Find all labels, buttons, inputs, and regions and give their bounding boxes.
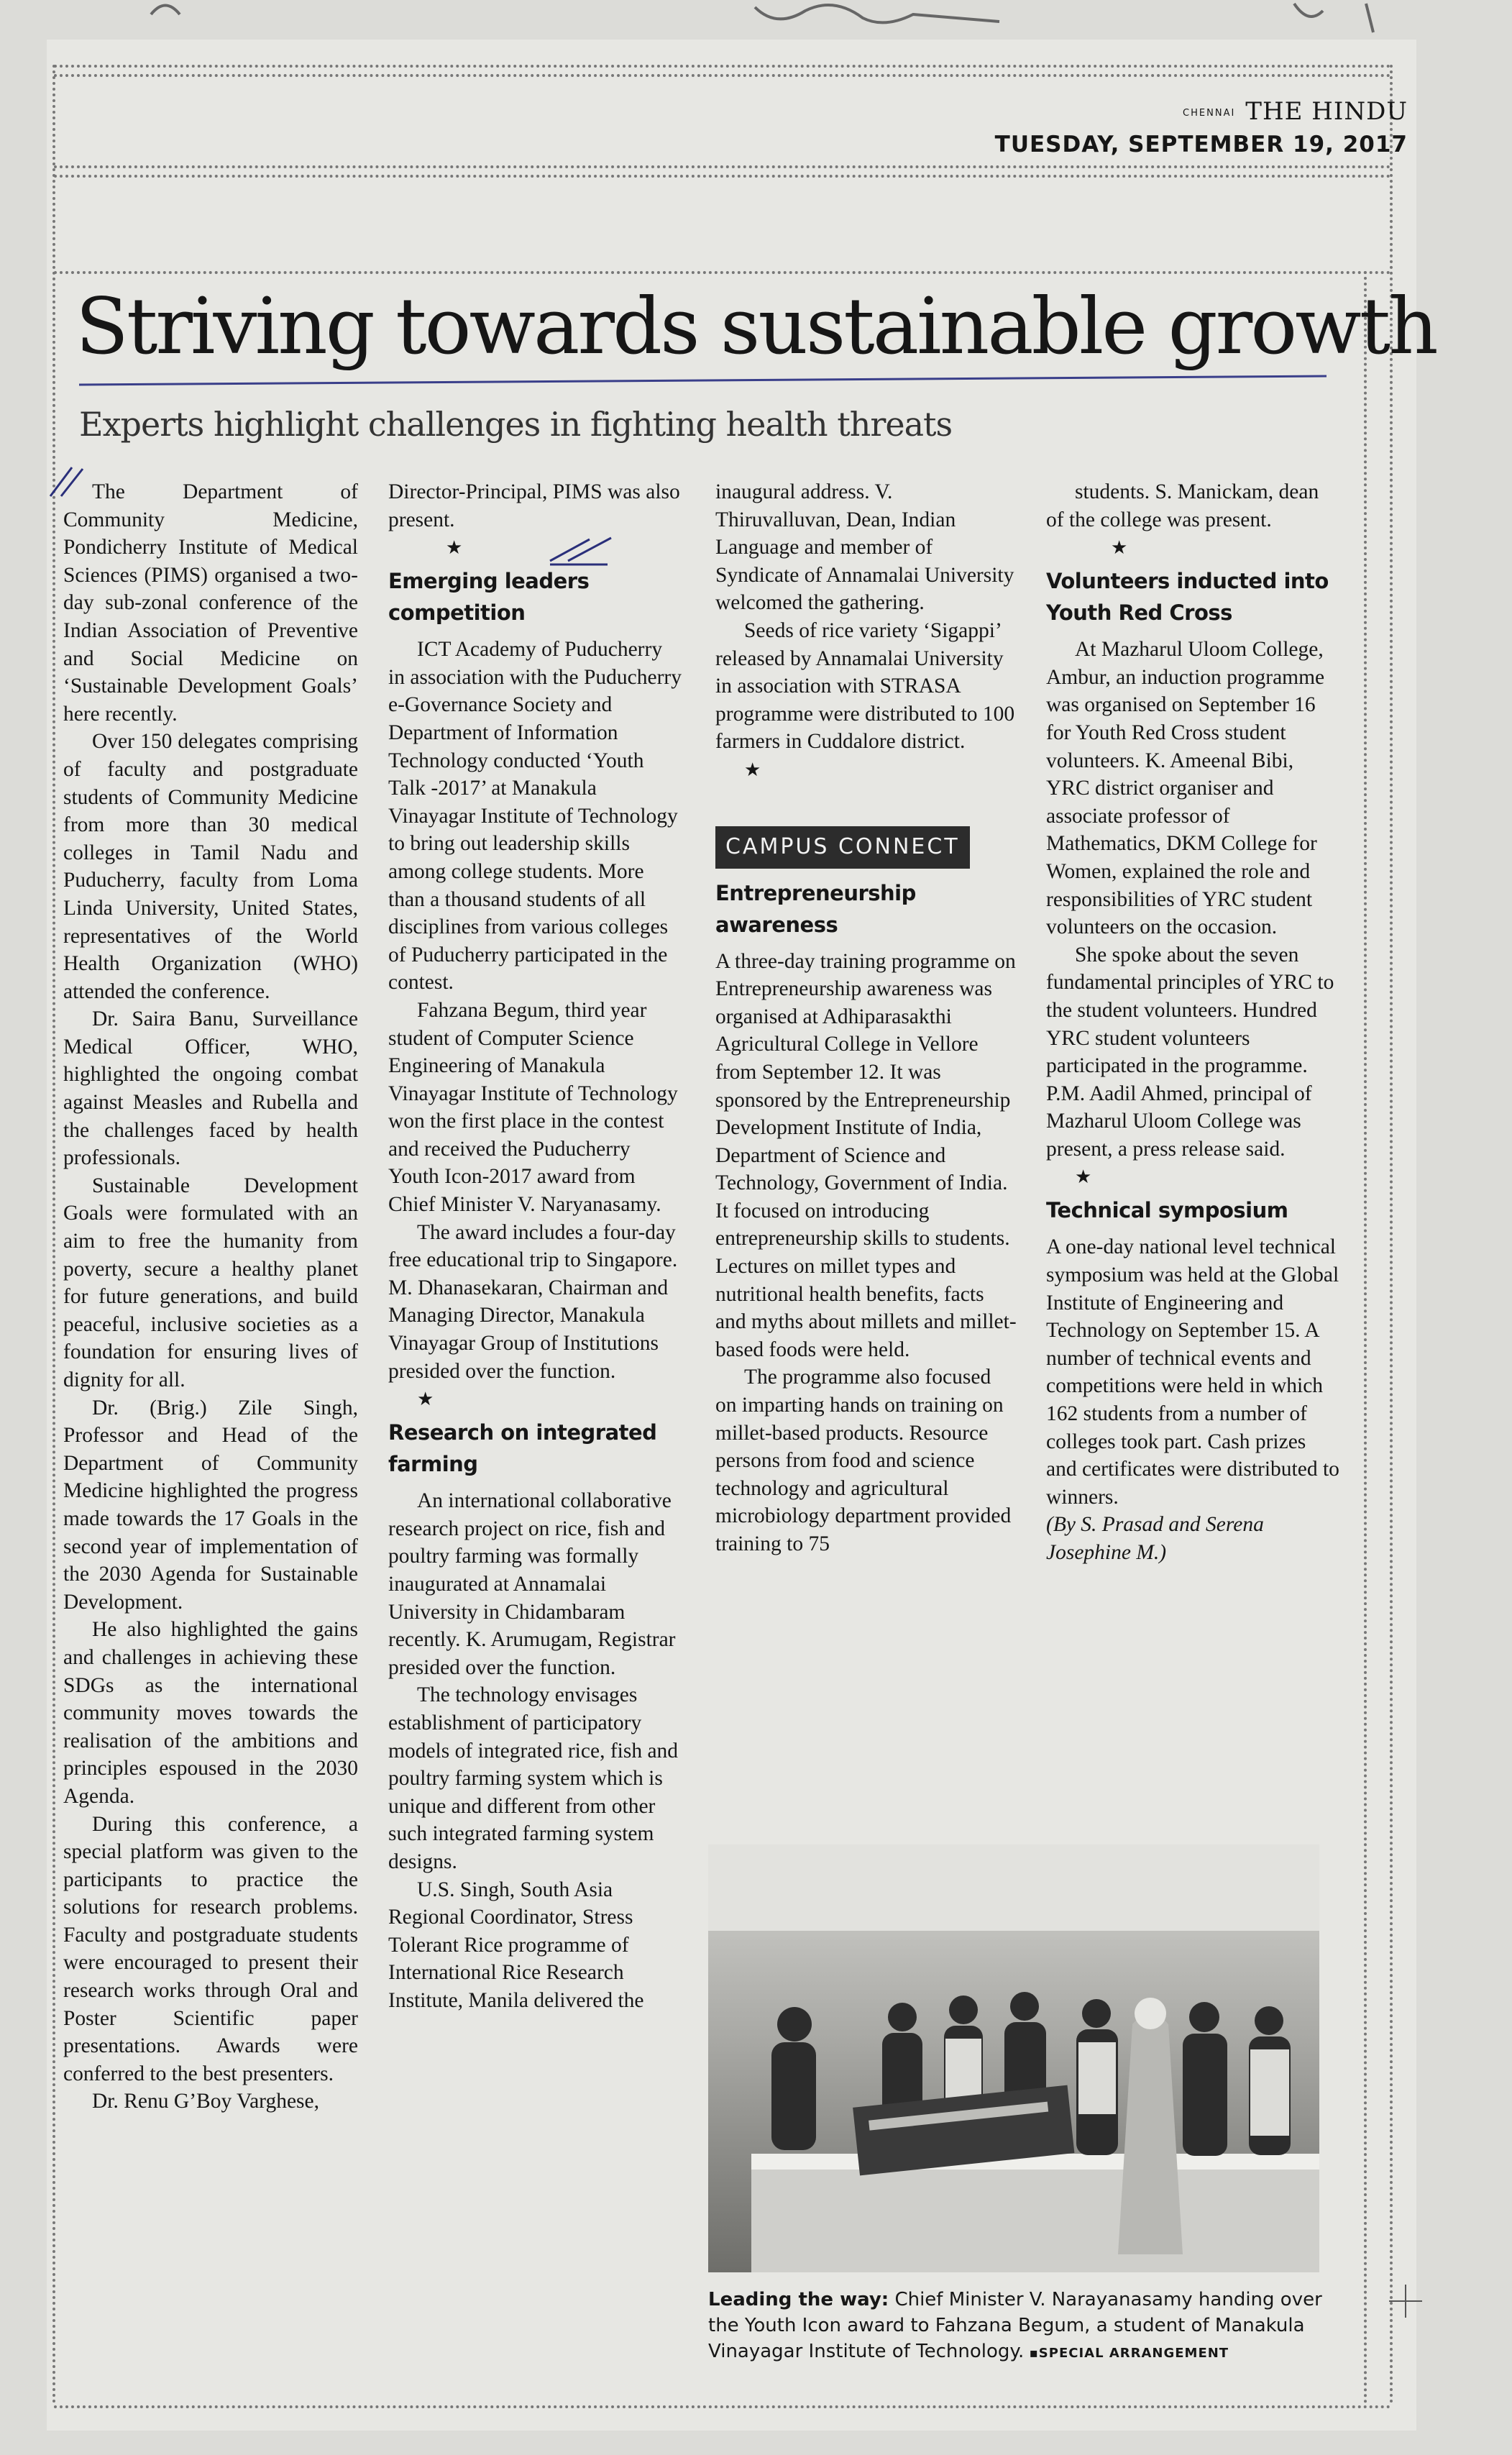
subhead-technical-symposium: Technical symposium bbox=[1046, 1198, 1288, 1223]
section-separator-star: ★ bbox=[1075, 1166, 1092, 1188]
border-top-dots-2 bbox=[54, 74, 1391, 77]
paragraph: The programme also focused on imparting hands on training on millet-based products. Resource persons from food and science technology and agricultural microbiology department provided training to 75 bbox=[715, 1366, 1012, 1555]
subhead-integrated-farming: Research on integrated farming bbox=[388, 1420, 657, 1477]
article-column-1 bbox=[63, 478, 358, 2116]
paragraph: Dr. (Brig.) Zile Singh, Professor and Head of the Department of Community Medicine highlighted the progress made towards the 17 Goals in the second year of implementation of the 2030 Agenda for Sustainable Development. bbox=[63, 1396, 358, 1614]
paragraph: At Mazharul Uloom College, Ambur, an induction programme was organised on September 16 for Youth Red Cross student volunteers. K. Ameenal Bibi, YRC district organiser and associate professor of Mathematics, DKM College for Women, explained the role and responsibilities of YRC student volunteers on the occasion. bbox=[1046, 638, 1325, 939]
publication-date: TUESDAY, SEPTEMBER 19, 2017 bbox=[994, 132, 1408, 157]
paragraph: During this conference, a special platform was given to the participants to practice the solutions for research problems. Faculty and postgraduate students were encouraged to present their research works through Oral and Poster Scientific paper presentations. Awards were conferred to the best presenters. bbox=[63, 1812, 358, 2085]
paragraph: He also highlighted the gains and challenges in achieving these SDGs as the international community moves towards the realisation of the ambitions and principles espoused in the 2030 Agenda. bbox=[63, 1618, 358, 1808]
caption-text: Chief Minister V. Narayanasamy handing over the Youth Icon award to Fahzana Begum, a student of Manakula Vinayagar Institute of Technology. bbox=[708, 2289, 1322, 2362]
photo-caption bbox=[708, 2287, 1334, 2367]
border-right-inner-dots bbox=[1364, 271, 1367, 2405]
paragraph: Over 150 delegates comprising of faculty and postgraduate students of Community Medicine from more than 30 medical colleges in Tamil Nadu and Puducherry, faculty from Loma Linda University, United States, representatives of the World Health Organization (WHO) attended the conference. bbox=[63, 730, 358, 1003]
campus-connect-banner: CAMPUS CONNECT bbox=[715, 826, 970, 869]
byline: (By S. Prasad and Serena Josephine M.) bbox=[1046, 1513, 1264, 1564]
handwriting-scribble bbox=[108, 0, 1474, 43]
paragraph: Director-Principal, PIMS was also present. bbox=[388, 480, 680, 531]
border-mid-dots bbox=[54, 165, 1391, 168]
paragraph: U.S. Singh, South Asia Regional Coordinator, Stress Tolerant Rice programme of International Rice Research Institute, Manila delivered the bbox=[388, 1878, 644, 2012]
section-separator-star: ★ bbox=[1111, 537, 1128, 559]
subhead-entrepreneurship: Entrepreneurship awareness bbox=[715, 880, 916, 937]
paragraph: inaugural address. V. Thiruvalluvan, Dean, Indian Language and member of Syndicate of Annamalai University welcomed the gathering. bbox=[715, 480, 1014, 615]
crop-cross-mark bbox=[1388, 2283, 1424, 2319]
subhead-emerging-leaders: Emerging leaders competition bbox=[388, 569, 590, 626]
article-headline: Striving towards sustainable growth bbox=[75, 282, 1437, 372]
paragraph: Dr. Saira Banu, Surveillance Medical Officer, WHO, highlighted the ongoing combat against Measles and Rubella and the challenges faced by health professionals. bbox=[63, 1007, 358, 1170]
award-ceremony-photo bbox=[708, 1844, 1319, 2272]
paragraph: The award includes a four-day free educational trip to Singapore. M. Dhanasekaran, Chairman and Managing Director, Manakula Vinayagar Group of Institutions presided over the function. bbox=[388, 1220, 678, 1383]
paragraph: She spoke about the seven fundamental principles of YRC to the student volunteers. Hundred YRC student volunteers participated in the programme. P.M. Aadil Ahmed, principal of Mazharul Uloom College was present, a press release said. bbox=[1046, 943, 1334, 1161]
article-deck: Experts highlight challenges in fighting health threats bbox=[79, 405, 953, 444]
border-bottom-dots bbox=[54, 2405, 1391, 2408]
paragraph: The technology envisages establishment of participatory models of integrated rice, fish and poultry farming system which is unique and different from other such integrated farming system designs. bbox=[388, 1683, 679, 1873]
paragraph: students. S. Manickam, dean of the college was present. bbox=[1046, 480, 1319, 531]
headline-underline-mark bbox=[75, 370, 1341, 392]
newspaper-name: THE HINDU bbox=[1245, 97, 1408, 126]
article-column-4 bbox=[1046, 478, 1341, 1567]
section-separator-star: ★ bbox=[446, 537, 463, 559]
edition-city: CHENNAI bbox=[1183, 107, 1236, 119]
paragraph: Sustainable Development Goals were formulated with an aim to free the humanity from poverty, secure a healthy planet for future generations, and build peaceful, inclusive societies as a foundation for ensuring lives of dignity for all. bbox=[63, 1174, 358, 1391]
paragraph: An international collaborative research project on rice, fish and poultry farming was formally inaugurated at Annamalai University in Chidambaram recently. K. Arumugam, Registrar presided over the function. bbox=[388, 1489, 676, 1679]
paragraph: The Department of Community Medicine, Pondicherry Institute of Medical Sciences (PIMS) organised a two-day sub-zonal conference of the Indian Association of Preventive and Social Medicine on ‘Sustainable Development Goals’ here recently. bbox=[63, 480, 358, 726]
border-left-dots bbox=[52, 65, 55, 2405]
border-mid-dots-2 bbox=[54, 175, 1391, 178]
masthead bbox=[995, 97, 1408, 157]
subhead-youth-red-cross: Volunteers inducted into Youth Red Cross bbox=[1046, 569, 1329, 626]
border-right-dots bbox=[1390, 65, 1393, 2405]
paragraph: ICT Academy of Puducherry in association with the Puducherry e-Governance Society and Department of Information Technology conducted ‘Youth Talk -2017’ at Manakula Vinayagar Institute of Technology to bring out leadership skills among college students. More than a thousand students of all disciplines from various colleges of Puducherry participated in the contest. bbox=[388, 638, 682, 995]
border-top-dots bbox=[54, 65, 1391, 68]
paragraph: Dr. Renu G’Boy Varghese, bbox=[92, 2090, 320, 2113]
section-separator-star: ★ bbox=[417, 1389, 434, 1410]
paragraph: A three-day training programme on Entrepreneurship awareness was organised at Adhiparasakthi Agricultural College in Vellore from September 12. It was sponsored by the Entrepreneurship Development Institute of India, Department of Science and Technology, Government of India. It focused on introducing entrepreneurship skills to students. Lectures on millet types and nutritional health benefits, facts and myths about millets and millet-based foods were held. bbox=[715, 949, 1017, 1361]
caption-lead: Leading the way: bbox=[708, 2289, 889, 2310]
publication-line bbox=[995, 97, 1408, 126]
section-separator-star: ★ bbox=[744, 759, 761, 780]
paragraph: Fahzana Begum, third year student of Computer Science Engineering of Manakula Vinayagar Institute of Technology won the first place in the contest and received the Puducherry Youth Icon-2017 award from Chief Minister V. Naryanasamy. bbox=[388, 998, 678, 1217]
paragraph: Seeds of rice variety ‘Sigappi’ released by Annamalai University in association with STRASA programme were distributed to 100 farmers in Cuddalore district. bbox=[715, 618, 1015, 754]
photo-credit: ▪SPECIAL ARRANGEMENT bbox=[1024, 2346, 1229, 2361]
paragraph: A one-day national level technical symposium was held at the Global Institute of Engineering and Technology on September 15. A number of technical events and competitions were held in which 162 students from a number of colleges took part. Cash prizes and certificates were distributed to winners. bbox=[1046, 1235, 1339, 1509]
photo-illustration bbox=[708, 1844, 1319, 2272]
article-column-3 bbox=[715, 478, 1017, 1558]
article-column-2 bbox=[388, 478, 683, 2015]
